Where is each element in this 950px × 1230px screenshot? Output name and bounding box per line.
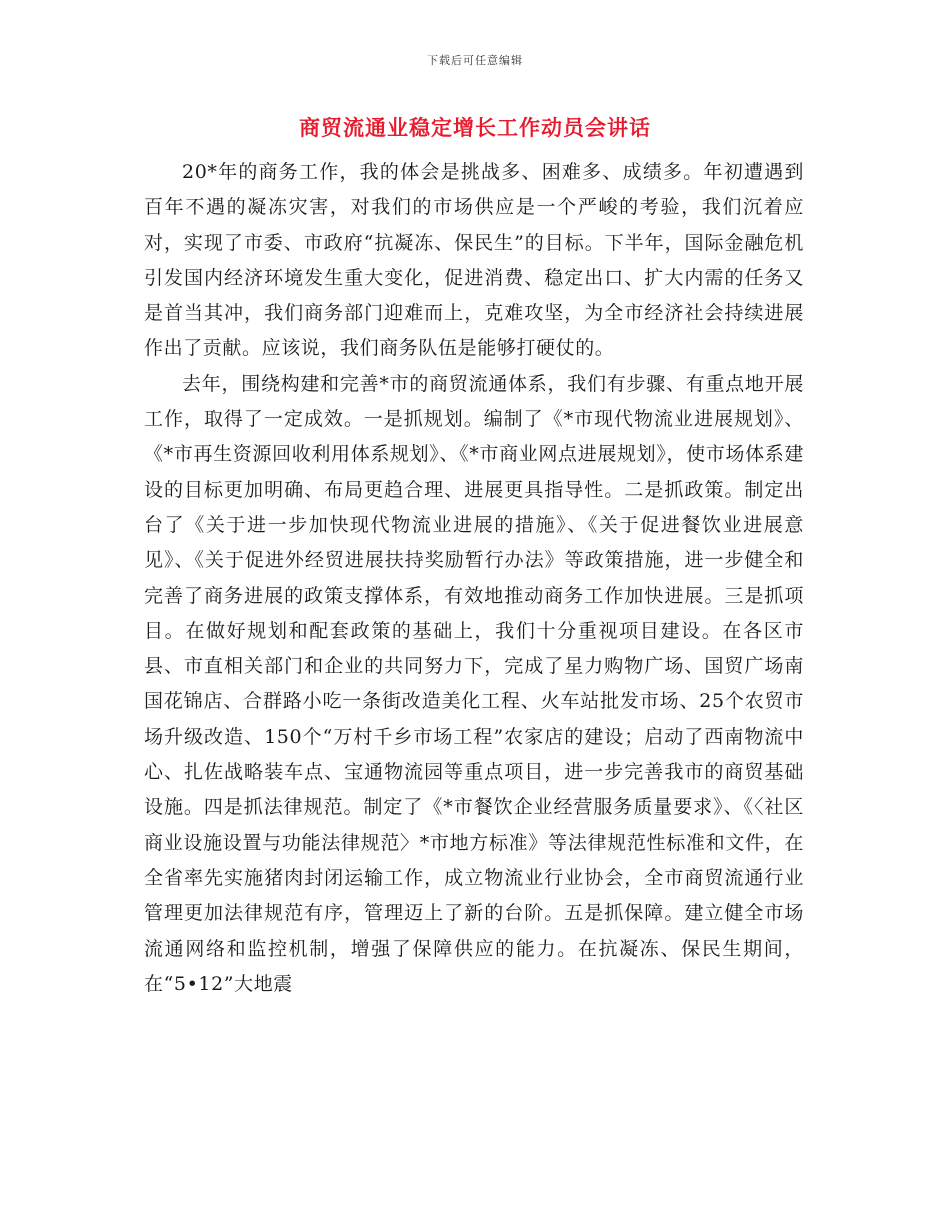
- paragraph-1: 20*年的商务工作，我的体会是挑战多、困难多、成绩多。年初遭遇到百年不遇的凝冻灾害，对我们的市场供应是一个严峻的考验，我们沉着应对，实现了市委、市政府“抗凝冻、保民生”的目标。下半年，国际金融危机引发国内经济环境发生重大变化，促进消费、稳定出口、扩大内需的任务又是首当其冲，我们商务部门迎难而上，克难攻坚，为全市经济社会持续进展作出了贡献。应该说，我们商务队伍是能够打硬仗的。: [144, 161, 804, 360]
- paragraph-2: 去年，围绕构建和完善*市的商贸流通体系，我们有步骤、有重点地开展工作，取得了一定成效。一是抓规划。编制了《*市现代物流业进展规划》、《*市再生资源回收利用体系规划》、《*市商业网点进展规划》，使市场体系建设的目标更加明确、布局更趋合理、进展更具指导性。二是抓政策。制定出台了《关于进一步加快现代物流业进展的措施》、《关于促进餐饮业进展意见》、《关于促进外经贸进展扶持奖励暂行办法》等政策措施，进一步健全和完善了商务进展的政策支撑体系，有效地推动商务工作加快进展。三是抓项目。在做好规划和配套政策的基础上，我们十分重视项目建设。在各区市县、市直相关部门和企业的共同努力下，完成了星力购物广场、国贸广场南国花锦店、合群路小吃一条街改造美化工程、火车站批发市场、25个农贸市场升级改造、150个“万村千乡市场工程”农家店的建设；启动了西南物流中心、扎佐战略装车点、宝通物流园等重点项目，进一步完善我市的商贸基础设施。四是抓法律规范。制定了《*市餐饮企业经营服务质量要求》、《〈社区商业设施设置与功能法律规范〉*市地方标准》等法律规范性标准和文件，在全省率先实施猪肉封闭运输工作，成立物流业行业协会，全市商贸流通行业管理更加法律规范有序，管理迈上了新的台阶。五是抓保障。建立健全市场流通网络和监控机制，增强了保障供应的能力。在抗凝冻、保民生期间，在“5•12”大地震: [144, 372, 804, 995]
- document-body: [144, 155, 804, 1002]
- page-header-note: 下载后可任意编辑: [427, 54, 523, 67]
- document-title: 商贸流通业稳定增长工作动员会讲话: [299, 115, 651, 140]
